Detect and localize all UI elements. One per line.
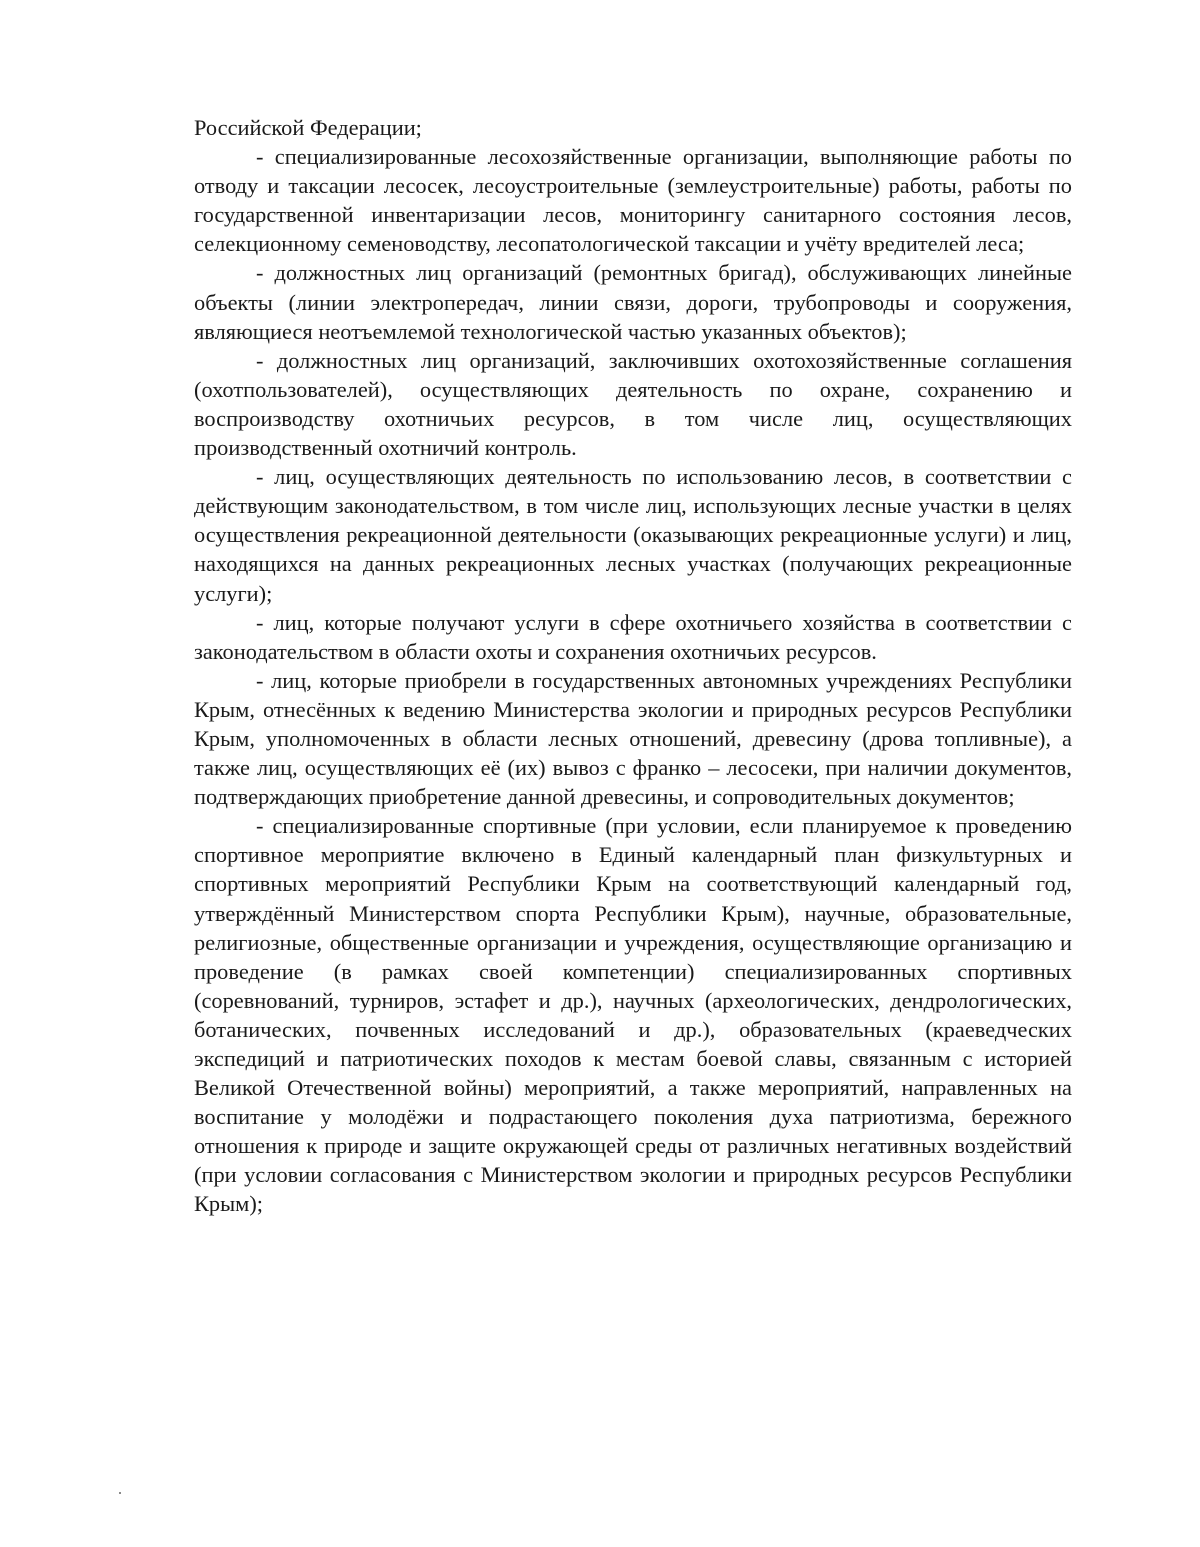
list-item: - лиц, которые приобрели в государственных автономных учреждениях Республики Крым, отнесённых к ведению Министерства экологии и природных ресурсов Республики Крым, уполномоченных в области лесных отношений, древесину (дрова топливные), а также лиц, осуществляющих её (их) вывоз с франко – лесосеки, при наличии документов, подтверждающих приобретение данной древесины, и сопроводительных документов;	[194, 667, 1072, 810]
document-body	[194, 113, 1072, 1219]
list-item: - специализированные спортивные (при условии, если планируемое к проведению спортивное мероприятие включено в Единый календарный план физкультурных и спортивных мероприятий Республики Крым на соответствующий календарный год, утверждённый Министерством спорта Республики Крым), научные, образовательные, религиозные, общественные организации и учреждения, осуществляющие организацию и проведение (в рамках своей компетенции) специализированных спортивных (соревнований, турниров, эстафет и др.), научных (археологических, дендрологических, ботанических, почвенных исследований и др.), образовательных (краеведческих экспедиций и патриотических походов к местам боевой славы, связанным с историей Великой Отечественной войны) мероприятий, а также мероприятий, направленных на воспитание у молодёжи и подрастающего поколения духа патриотизма, бережного отношения к природе и защите окружающей среды от различных негативных воздействий (при условии согласования с Министерством экологии и природных ресурсов Республики Крым);	[194, 813, 1072, 1217]
list-item: - должностных лиц организаций (ремонтных бригад), обслуживающих линейные объекты (линии электропередач, линии связи, дороги, трубопроводы и сооружения, являющиеся неотъемлемой технологической частью указанных объектов);	[194, 260, 1072, 344]
list-item: - должностных лиц организаций, заключивших охотохозяйственные соглашения (охотпользователей), осуществляющих деятельность по охране, сохранению и воспроизводству охотничьих ресурсов, в том числе лиц, осуществляющих производственный охотничий контроль.	[194, 347, 1072, 461]
list-item: - лиц, которые получают услуги в сфере охотничьего хозяйства в соответствии с законодательством в области охоты и сохранения охотничьих ресурсов.	[194, 609, 1072, 664]
intro-line: Российской Федерации;	[194, 115, 422, 140]
list-item: - лиц, осуществляющих деятельность по использованию лесов, в соответствии с действующим законодательством, в том числе лиц, использующих лесные участки в целях осуществления рекреационной деятельности (оказывающих рекреационные услуги) и лиц, находящихся на данных рекреационных лесных участках (получающих рекреационные услуги);	[194, 464, 1072, 606]
list-item: - специализированные лесохозяйственные организации, выполняющие работы по отводу и таксации лесосек, лесоустроительные (землеустроительные) работы, работы по государственной инвентаризации лесов, мониторингу санитарного состояния лесов, селекционному семеноводству, лесопатологической таксации и учёту вредителей леса;	[194, 144, 1072, 257]
scan-speck	[119, 1492, 121, 1494]
